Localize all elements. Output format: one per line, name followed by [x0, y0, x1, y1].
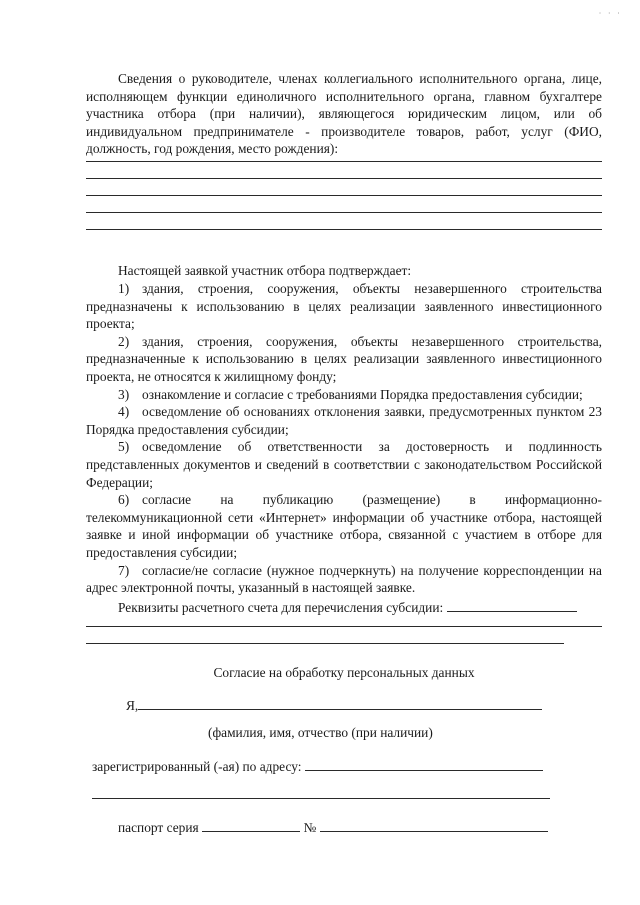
passport-series-label: паспорт серия	[118, 820, 199, 835]
list-item: 6) согласие на публикацию (размещение) в информационно-телекоммуникационной сети «Интернет» информации об участнике отбора, настоящей заявке и иной информации об участнике отбора, связанной с участием в отборе для предоставления субсидии;	[86, 492, 602, 560]
address-label: зарегистрированный (-ая) по адресу:	[92, 759, 302, 774]
blank-line-5	[86, 229, 602, 230]
bank-details-field[interactable]	[447, 598, 577, 612]
list-item: 4) осведомление об основаниях отклонения заявки, предусмотренных пунктом 23 Порядка предоставления субсидии;	[86, 404, 602, 437]
address-row	[92, 757, 608, 776]
bank-line-1	[86, 626, 602, 627]
fio-field[interactable]	[138, 696, 542, 710]
list-item: 2) здания, строения, сооружения, объекты незавершенного строительства, предназначенные к использованию в целях реализации заявленного инвестиционного проекта, не относятся к жилищному фонду;	[86, 333, 602, 384]
address-field[interactable]	[305, 757, 543, 771]
confirm-heading: Настоящей заявкой участник отбора подтверждает:	[118, 263, 412, 278]
consent-title: Согласие на обработку персональных данных	[213, 665, 475, 680]
bank-details-label: Реквизиты расчетного счета для перечисления субсидии:	[118, 600, 444, 615]
fio-hint: (фамилия, имя, отчество (при наличии)	[208, 725, 433, 740]
intro-paragraph: Сведения о руководителе, членах коллегиального исполнительного органа, лице, исполняющем функции единоличного исполнительного органа, главном бухгалтере участника отбора (при наличии), являющегося юридическим лицом, или об индивидуальном предпринимателе - производителе товаров, работ, услуг (ФИО, должность, год рождения, место рождения):	[86, 71, 602, 157]
passport-number-field[interactable]	[320, 818, 548, 832]
address-line-2	[92, 798, 550, 799]
blank-line-1	[86, 161, 602, 162]
passport-number-label: №	[303, 820, 317, 835]
passport-row	[118, 818, 634, 837]
scan-mark: ˙ ˙ ˙	[598, 11, 622, 21]
blank-line-4	[86, 212, 602, 213]
list-item: 5) осведомление об ответственности за достоверность и подлинность представленных документов и сведений в соответствии с законодательством Российской Федерации;	[86, 439, 602, 490]
fio-row	[126, 696, 640, 715]
bank-details-row	[86, 598, 602, 617]
confirm-list	[86, 280, 602, 597]
passport-series-field[interactable]	[202, 818, 300, 832]
ya-label: Я,	[126, 698, 139, 713]
list-item: 7) согласие/не согласие (нужное подчеркнуть) на получение корреспонденции на адрес электронной почты, указанный в настоящей заявке.	[86, 562, 602, 596]
blank-line-3	[86, 195, 602, 196]
list-item: 1) здания, строения, сооружения, объекты незавершенного строительства предназначены к использованию в целях реализации заявленного инвестиционного проекта;	[86, 281, 602, 332]
bank-line-2	[86, 643, 564, 644]
blank-line-2	[86, 178, 602, 179]
list-item: 3) ознакомление и согласие с требованиями Порядка предоставления субсидии;	[118, 386, 583, 402]
